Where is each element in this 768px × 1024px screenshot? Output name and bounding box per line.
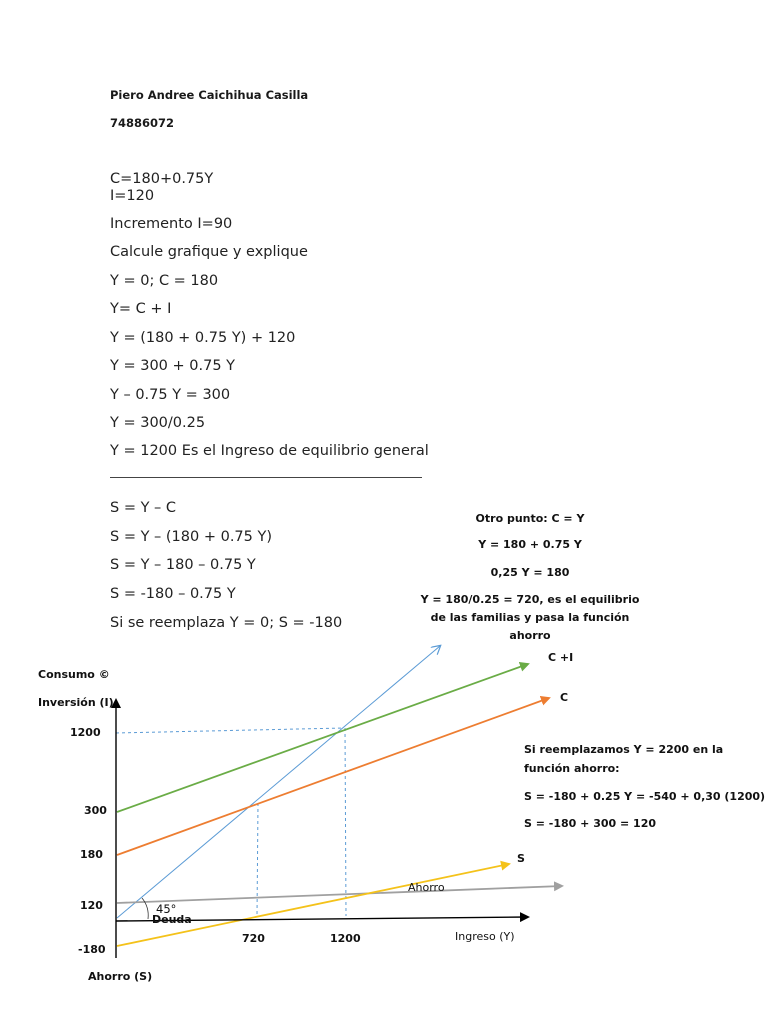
angle-label: 45°	[156, 902, 177, 916]
series-label-c: C	[560, 691, 569, 704]
note-line: 0,25 Y = 180	[490, 566, 570, 579]
equation-increment: Incremento I=90	[110, 216, 233, 232]
line-investment	[117, 886, 562, 903]
author-name: Piero Andree Caichihua Casilla	[110, 88, 309, 102]
equation-line: S = Y – C	[110, 500, 177, 516]
equation-line: Y – 0.75 Y = 300	[110, 387, 231, 403]
y-tick-label: 300	[84, 804, 107, 817]
note-line: ahorro	[509, 629, 551, 642]
x-axis-label: Ingreso (Y)	[455, 930, 515, 943]
note-line: S = -180 + 300 = 120	[524, 817, 656, 830]
y-tick-label: 1200	[70, 726, 101, 739]
equation-consumption: C=180+0.75Y	[110, 171, 214, 187]
y-axis-label: Consumo ©	[38, 668, 110, 681]
equation-line: Y = 300/0.25	[110, 415, 206, 431]
guide-vertical-1200	[345, 728, 346, 916]
y-tick-label: -180	[78, 943, 106, 956]
note-line: S = -180 + 0.25 Y = -540 + 0,30 (1200)	[524, 790, 766, 803]
equation-line: Y = (180 + 0.75 Y) + 120	[110, 330, 296, 346]
x-tick-label: 1200	[330, 932, 361, 945]
line-consumption	[117, 698, 549, 855]
series-label-c-plus-i: C +I	[548, 651, 574, 664]
equation-line: Y= C + I	[110, 301, 172, 317]
y-axis-label: Inversión (I)	[38, 696, 114, 709]
note-line: Y = 180/0.25 = 720, es el equilibrio	[420, 593, 640, 606]
equation-line: S = Y – (180 + 0.75 Y)	[110, 529, 273, 545]
y-tick-label: 120	[80, 899, 103, 912]
line-c-plus-i	[117, 664, 528, 812]
note-line: Si reemplazamos Y = 2200 en la	[524, 743, 724, 756]
guide-vertical-720	[257, 803, 258, 916]
region-label-savings: Ahorro	[408, 881, 445, 894]
note-line: función ahorro:	[524, 762, 620, 775]
y-axis-bottom-label: Ahorro (S)	[88, 970, 153, 983]
equation-line: Y = 0; C = 180	[110, 273, 219, 289]
equation-line: S = Y – 180 – 0.75 Y	[110, 557, 256, 573]
student-code: 74886072	[110, 116, 175, 130]
note-line: Y = 180 + 0.75 Y	[478, 538, 582, 551]
equation-line: S = -180 – 0.75 Y	[110, 586, 236, 602]
guide-horizontal-1200	[116, 728, 344, 733]
y-tick-label: 180	[80, 848, 103, 861]
instruction-text: Calcule grafique y explique	[110, 244, 308, 260]
x-tick-label: 720	[242, 932, 265, 945]
equation-line: Si se reemplaza Y = 0; S = -180	[110, 615, 343, 631]
note-line: de las familias y pasa la función	[430, 611, 630, 624]
line-45-degree	[117, 646, 440, 918]
equation-line: Y = 300 + 0.75 Y	[110, 358, 236, 374]
equation-investment: I=120	[110, 188, 155, 204]
series-label-s: S	[517, 852, 525, 865]
region-label-debt: Deuda	[152, 913, 192, 926]
equation-equilibrium: Y = 1200 Es el Ingreso de equilibrio general	[110, 443, 429, 459]
note-line: Otro punto: C = Y	[475, 512, 585, 525]
